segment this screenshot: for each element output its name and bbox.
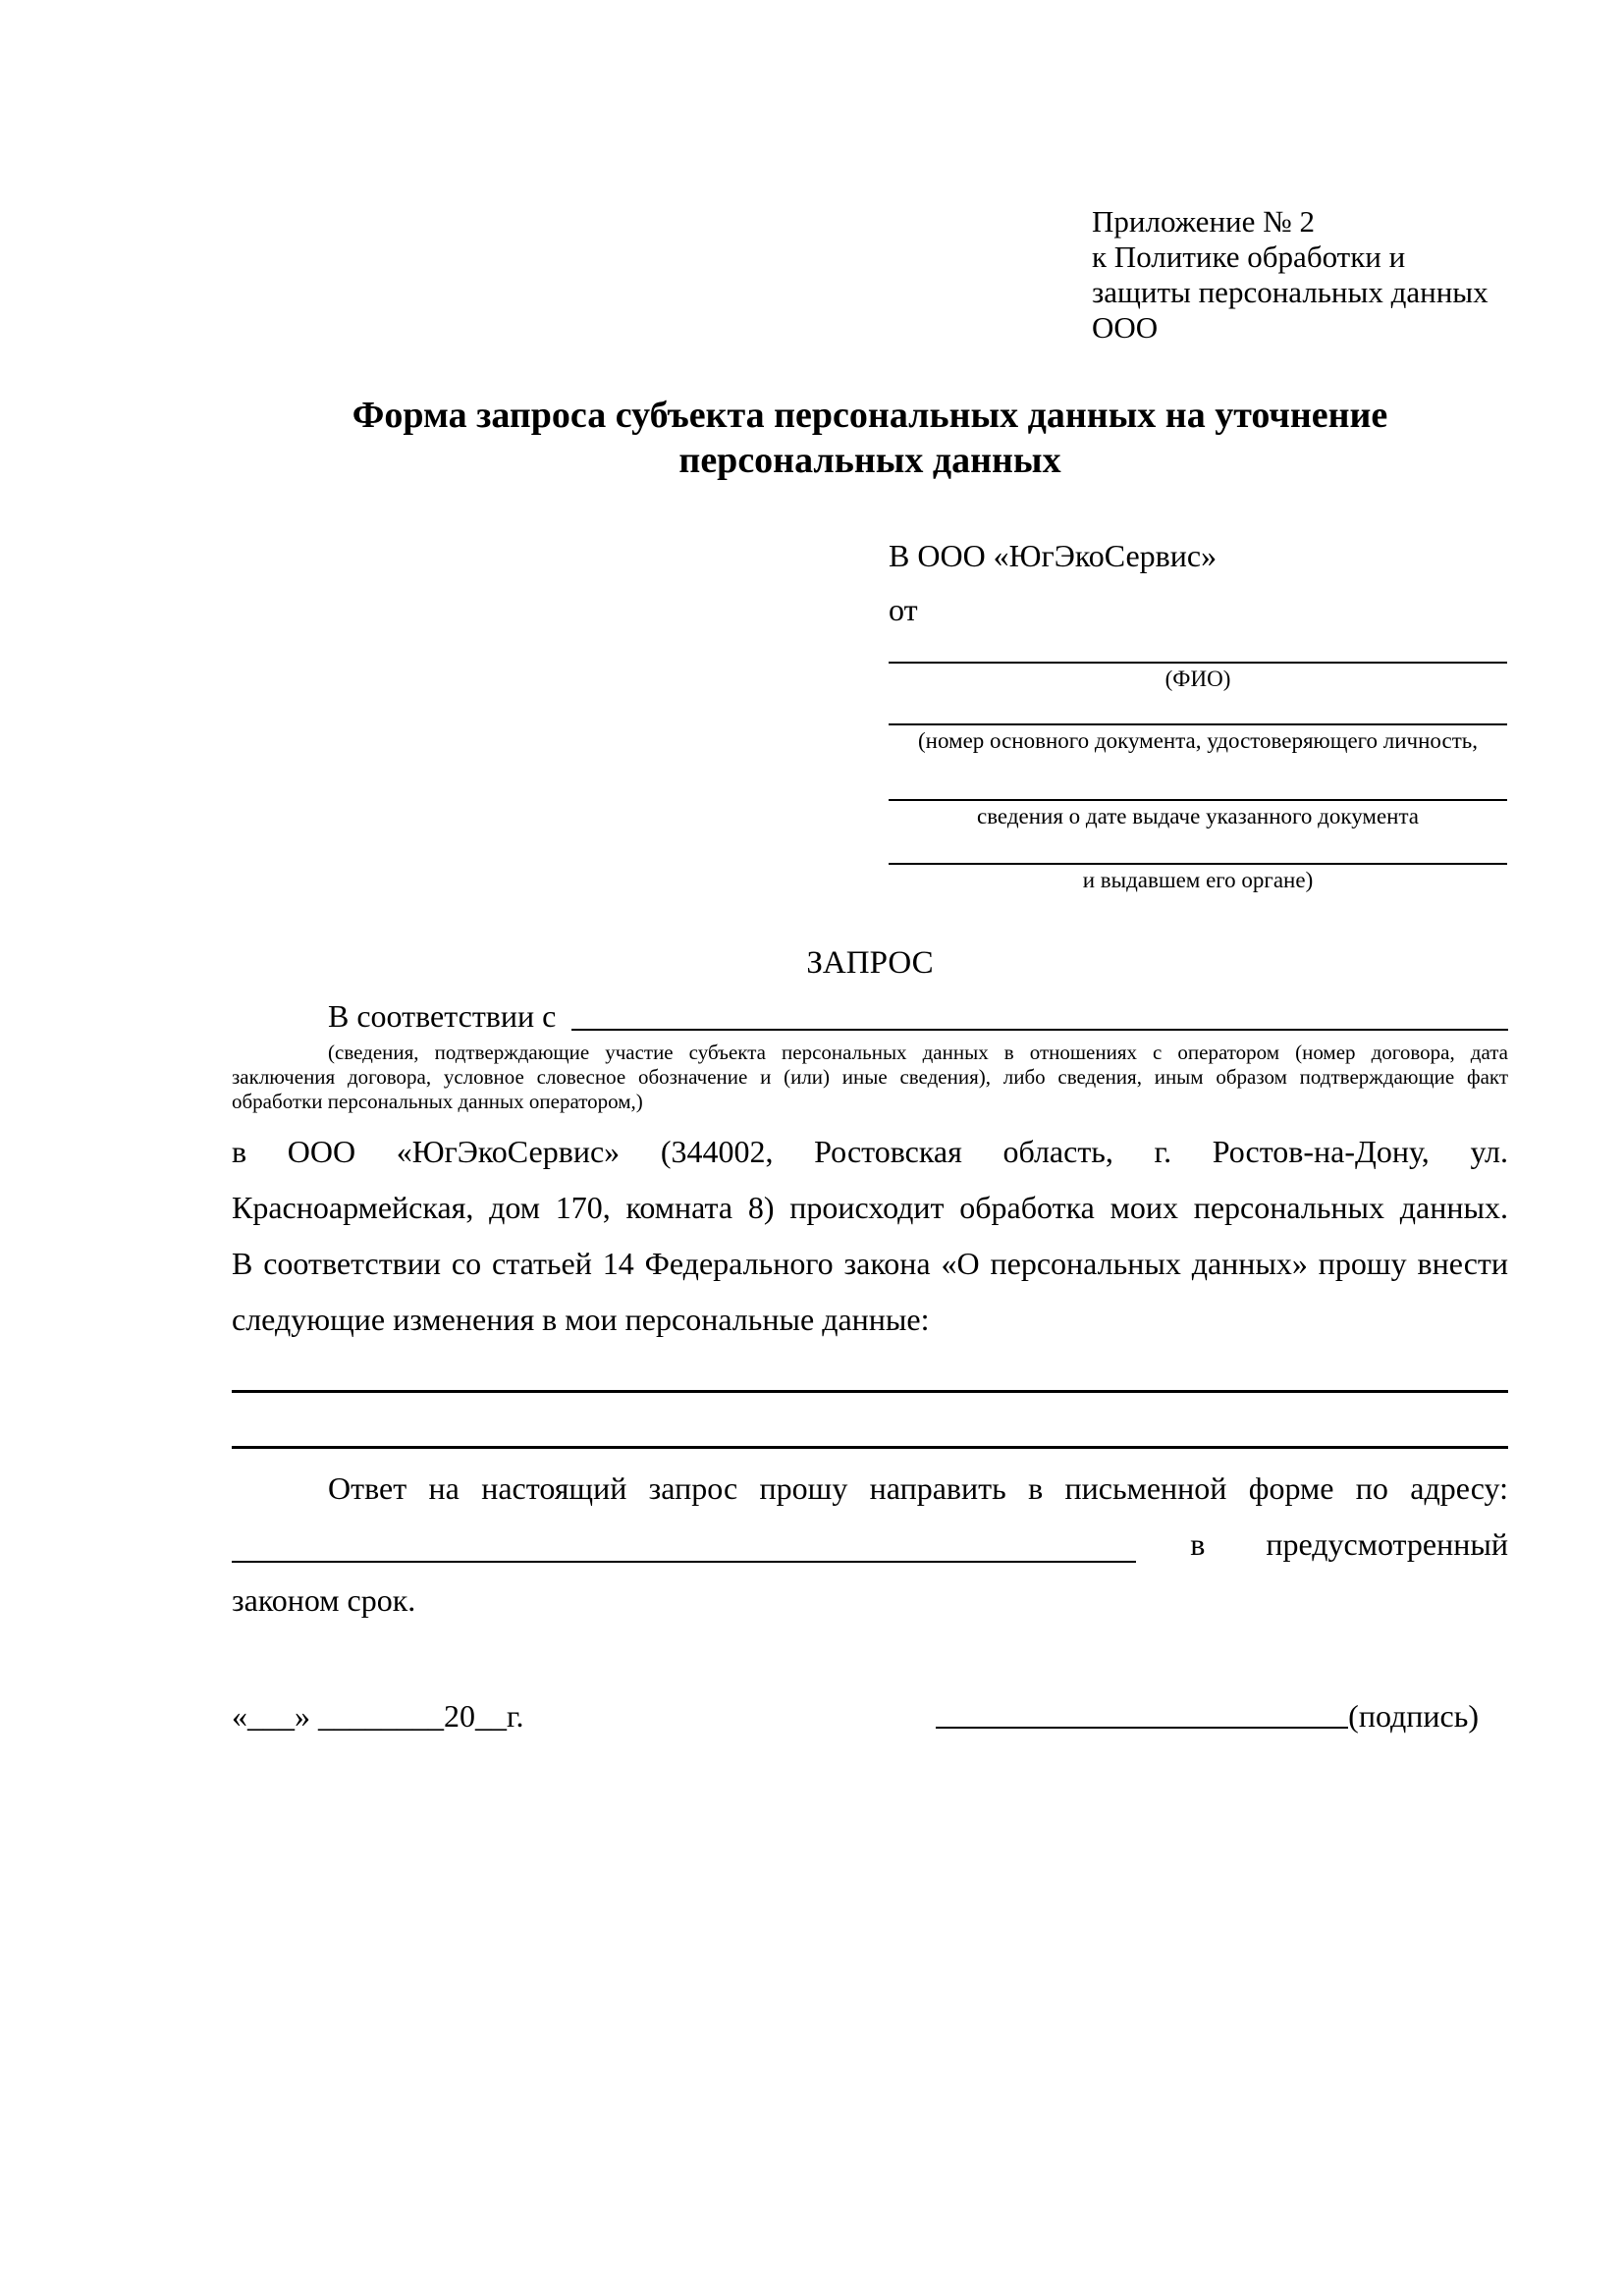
address-fill-line[interactable] (232, 1561, 1136, 1563)
changes-fill-line-1[interactable] (232, 1390, 1508, 1393)
annotation-line: защиты персональных данных (1092, 275, 1489, 309)
footer-row (232, 1695, 1479, 1736)
intro-caption-line: (сведения, подтверждающие участие субъекта персональных данных в отношениях с оператором (номер договора, дата (328, 1041, 1508, 1064)
reply-paragraph (232, 1461, 1508, 1629)
document-issuer-caption: и выдавшем его органе) (1082, 868, 1314, 892)
reply-line: законом срок. (232, 1582, 416, 1618)
document-issue-date-caption: сведения о дате выдаче указанного документа (976, 804, 1420, 828)
reply-line: Ответ на настоящий запрос прошу направить в письменной форме по адресу: (328, 1470, 1508, 1506)
document-title (232, 393, 1508, 483)
reply-word: предусмотренный (1266, 1526, 1508, 1562)
document-number-fill-line[interactable] (889, 723, 1507, 725)
intro-caption-line: обработки персональных данных оператором,) (232, 1090, 643, 1113)
document-number-caption: (номер основного документа, удостоверяющего личность, (917, 728, 1478, 753)
fio-fill-line[interactable] (889, 662, 1507, 664)
annotation-line: к Политике обработки и (1092, 240, 1406, 274)
body-line: В соответствии со статьей 14 Федерального закона «О персональных данных» прошу внести (232, 1246, 1508, 1281)
reply-word: в (1190, 1526, 1206, 1562)
document-title-line: Форма запроса субъекта персональных данных на уточнение (352, 395, 1388, 436)
body-line: следующие изменения в мои персональные данные: (232, 1302, 930, 1337)
intro-line (232, 994, 1508, 1038)
intro-prefix: В соответствии с (328, 998, 565, 1034)
annotation-line: ООО (1092, 310, 1159, 345)
document-issue-date-fill-line[interactable] (889, 799, 1507, 801)
addressee-to: В ООО «ЮгЭкоСервис» (889, 538, 1218, 573)
annotation-line: Приложение № 2 (1092, 204, 1315, 239)
intro-caption (232, 1041, 1508, 1114)
body-paragraph (232, 1124, 1508, 1348)
body-line: Красноармейская, дом 170, комната 8) происходит обработка моих персональных данных. (232, 1190, 1508, 1225)
date-blank[interactable]: «___» ________20__г. (232, 1698, 524, 1734)
intro-caption-line: заключения договора, условное словесное обозначение и (или) иные сведения), либо сведения, иным образом подтверждающие факт (232, 1065, 1508, 1089)
changes-fill-line-2[interactable] (232, 1446, 1508, 1449)
intro-fill-line[interactable] (571, 994, 1508, 1031)
body-line: в ООО «ЮгЭкоСервис» (344002, Ростовская область, г. Ростов-на-Дону, ул. (232, 1134, 1508, 1169)
reply-address-row (232, 1517, 1508, 1573)
request-heading: ЗАПРОС (806, 945, 934, 981)
document-title-line: персональных данных (678, 440, 1061, 481)
document-issuer-fill-line[interactable] (889, 863, 1507, 865)
fio-caption: (ФИО) (1164, 667, 1231, 691)
annotation-block (1092, 204, 1514, 346)
signature-fill-line[interactable] (936, 1727, 1348, 1729)
signature-caption: (подпись) (1348, 1698, 1479, 1734)
addressee-from-label: от (889, 592, 918, 627)
